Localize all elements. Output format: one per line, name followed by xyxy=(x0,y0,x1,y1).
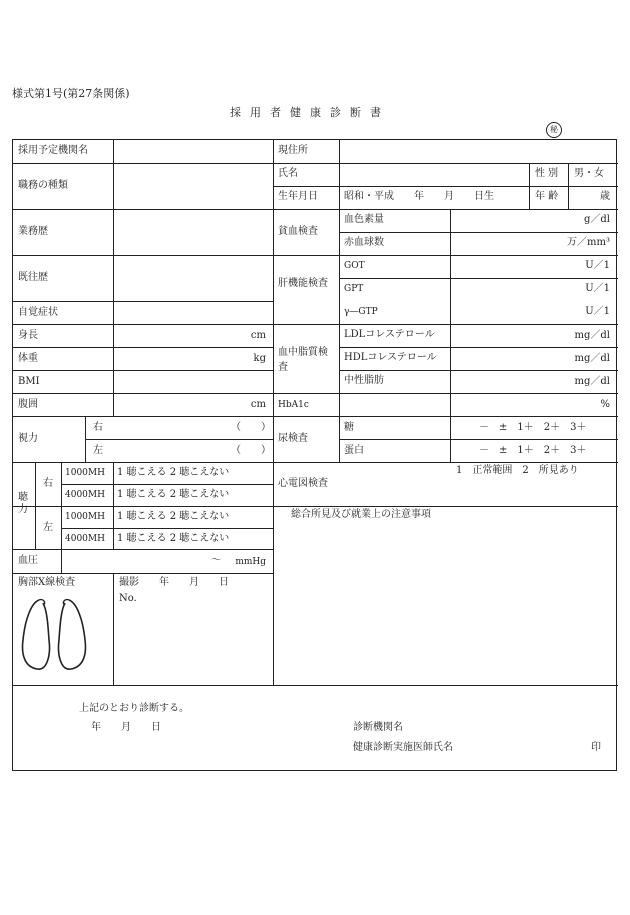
tg-unit: mg／dl xyxy=(574,376,610,387)
gpt-unit: U／1 xyxy=(585,283,610,294)
hearing-options: 1 聴こえる 2 聴こえない xyxy=(117,511,230,522)
urine-sugar-label: 糖 xyxy=(344,422,354,433)
urine-sugar-scale: － ± 1＋ 2＋ 3＋ xyxy=(479,422,587,433)
lipid-label: 血中脂質検査 xyxy=(278,347,328,373)
gpt-label: GPT xyxy=(344,284,364,294)
vision-left-paren: （ ） xyxy=(231,445,271,456)
form-number: 様式第1号(第27条関係) xyxy=(12,87,130,100)
job-type-label: 職務の種類 xyxy=(18,180,68,191)
vision-left-label: 左 xyxy=(93,445,103,456)
waist-unit: cm xyxy=(250,399,266,410)
ggtp-unit: U／1 xyxy=(585,306,610,317)
urine-protein-scale: － ± 1＋ 2＋ 3＋ xyxy=(479,445,587,456)
sex-value: 男・女 xyxy=(574,168,604,179)
vision-right-paren: （ ） xyxy=(231,422,271,433)
vision-label: 視力 xyxy=(18,433,38,444)
hearing-left-label: 左 xyxy=(43,522,53,533)
address-label: 現住所 xyxy=(278,145,308,156)
rbc-label: 赤血球数 xyxy=(344,237,384,248)
symptoms-label: 自覚症状 xyxy=(18,307,58,318)
xray-date: 撮影 年 月 日 xyxy=(119,577,229,588)
hearing-right-label: 右 xyxy=(43,478,53,489)
hdl-label: HDLコレステロール xyxy=(344,352,437,363)
age-label: 年 齢 xyxy=(535,191,559,202)
seal-mark: 印 xyxy=(591,742,601,753)
got-label: GOT xyxy=(344,261,365,271)
xray-number: No. xyxy=(119,593,137,604)
height-unit: cm xyxy=(250,330,266,341)
liver-label: 肝機能検査 xyxy=(278,278,328,289)
hearing-left-4000: 4000MH xyxy=(65,534,105,544)
rbc-unit: 万／mm³ xyxy=(567,237,610,248)
got-unit: U／1 xyxy=(585,260,610,271)
hearing-options: 1 聴こえる 2 聴こえない xyxy=(117,467,230,478)
weight-unit: kg xyxy=(253,353,266,364)
hearing-options: 1 聴こえる 2 聴こえない xyxy=(117,489,230,500)
employer-label: 採用予定機関名 xyxy=(18,145,88,156)
dob-label: 生年月日 xyxy=(278,191,318,202)
age-unit: 歳 xyxy=(600,191,610,202)
overall-findings-label: 総合所見及び就業上の注意事項 xyxy=(291,509,431,520)
ldl-unit: mg／dl xyxy=(574,330,610,341)
hearing-options: 1 聴こえる 2 聴こえない xyxy=(117,533,230,544)
ecg-options: 1 正常範囲 2 所見あり xyxy=(456,465,579,476)
work-history-label: 業務歴 xyxy=(18,226,48,237)
doctor-label: 健康診断実施医師氏名 xyxy=(353,742,453,753)
xray-label: 胸部X線検査 xyxy=(18,577,76,588)
name-label: 氏名 xyxy=(278,168,298,179)
confidential-mark: 秘 xyxy=(546,122,562,138)
medical-history-label: 既往歴 xyxy=(18,272,48,283)
institution-label: 診断機関名 xyxy=(353,722,403,733)
sex-label: 性 別 xyxy=(535,168,559,179)
hba1c-unit: % xyxy=(600,399,610,410)
health-certificate-form xyxy=(12,139,617,771)
hearing-left-1000: 1000MH xyxy=(65,512,105,522)
tg-label: 中性脂肪 xyxy=(344,375,384,386)
hearing-right-4000: 4000MH xyxy=(65,490,105,500)
waist-label: 腹囲 xyxy=(18,399,38,410)
urine-protein-label: 蛋白 xyxy=(344,445,364,456)
dob-value: 昭和・平成 年 月 日生 xyxy=(344,191,494,202)
ldl-label: LDLコレステロール xyxy=(344,329,435,340)
anemia-label: 貧血検査 xyxy=(278,226,318,237)
statement: 上記のとおり診断する。 xyxy=(79,703,189,714)
diagnosis-date: 年 月 日 xyxy=(91,722,161,733)
hearing-right-1000: 1000MH xyxy=(65,468,105,478)
hearing-label: 聴力 xyxy=(18,492,28,515)
ggtp-label: γ―GTP xyxy=(344,307,378,317)
bp-tilde: 〜 xyxy=(211,555,221,566)
document-title: 採用者健康診断書 xyxy=(230,106,390,119)
bp-unit: mmHg xyxy=(235,557,266,567)
lungs-icon xyxy=(19,595,89,675)
bmi-label: BMI xyxy=(18,376,40,387)
bp-label: 血圧 xyxy=(18,555,38,566)
urine-label: 尿検査 xyxy=(278,433,308,444)
weight-label: 体重 xyxy=(18,353,38,364)
hemoglobin-unit: g／dl xyxy=(583,214,610,225)
hemoglobin-label: 血色素量 xyxy=(344,214,384,225)
vision-right-label: 右 xyxy=(93,422,103,433)
ecg-label: 心電図検査 xyxy=(278,478,328,489)
hba1c-label: HbA1c xyxy=(278,400,309,410)
hdl-unit: mg／dl xyxy=(574,353,610,364)
height-label: 身長 xyxy=(18,330,38,341)
